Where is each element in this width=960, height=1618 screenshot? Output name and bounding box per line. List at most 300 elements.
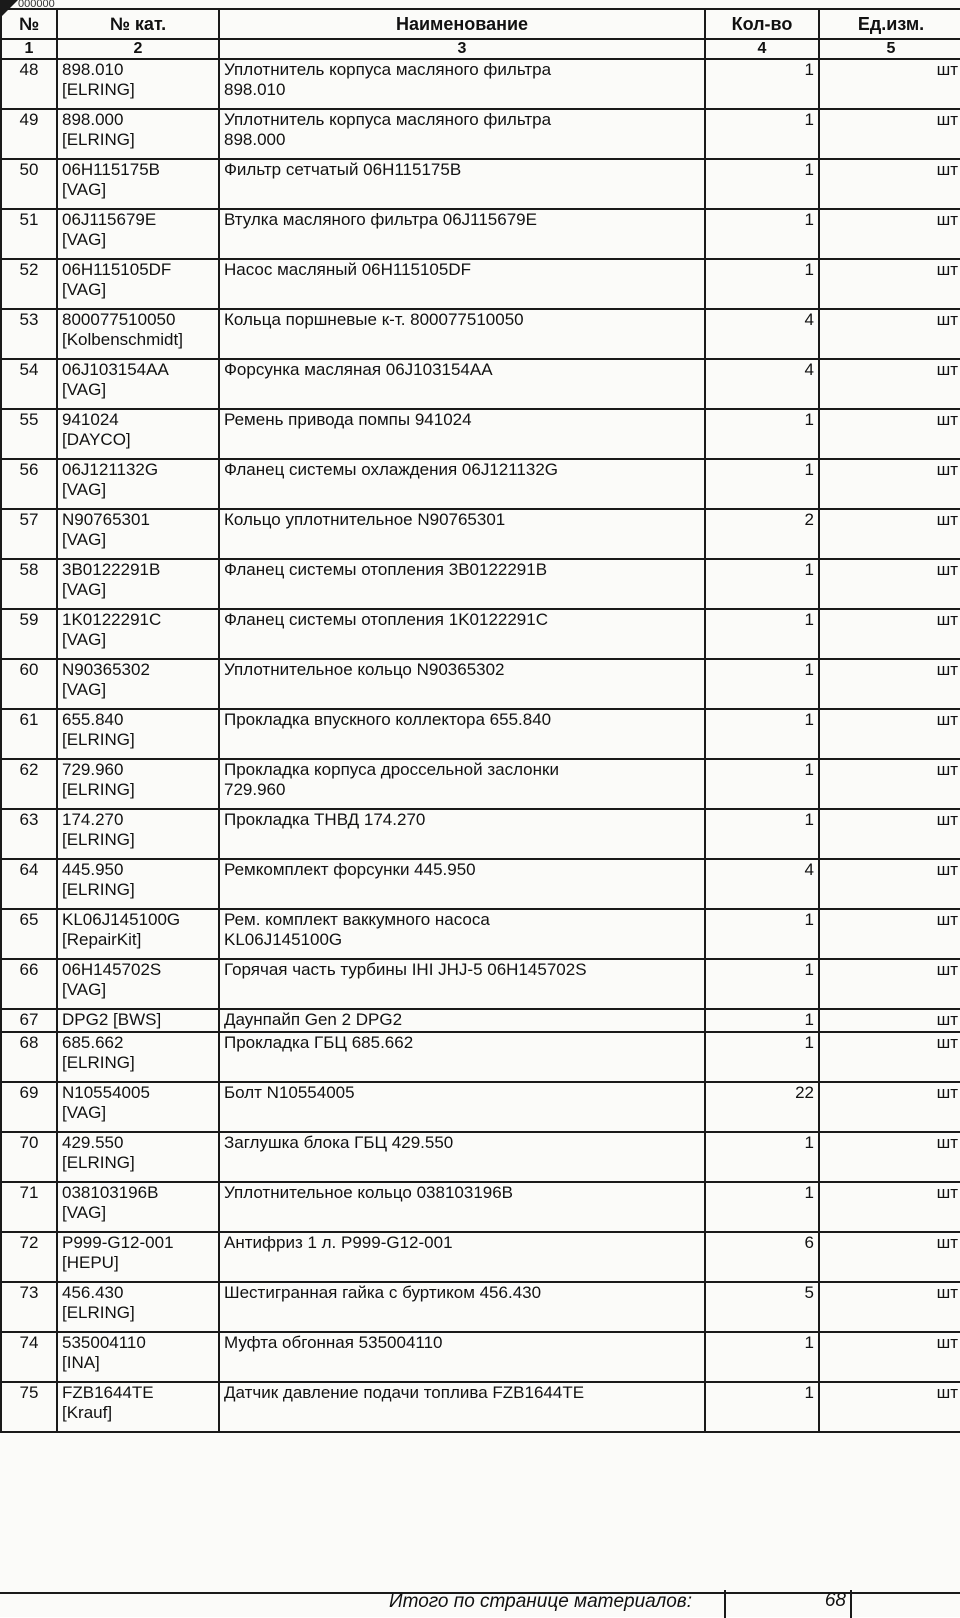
table-row bbox=[1, 709, 960, 759]
row-number-text: 55 bbox=[19, 410, 39, 429]
catalog-brand: [Kolbenschmidt] bbox=[62, 330, 183, 349]
quantity-cell bbox=[705, 859, 819, 909]
catalog-number-cell bbox=[57, 1382, 219, 1432]
quantity-cell bbox=[705, 1132, 819, 1182]
row-number bbox=[1, 909, 57, 959]
quantity-value: 1 bbox=[804, 160, 814, 179]
unit-value: шт bbox=[936, 1183, 958, 1202]
row-number bbox=[1, 159, 57, 209]
quantity-value: 1 bbox=[804, 560, 814, 579]
catalog-number: 06H115175B bbox=[62, 160, 160, 179]
catalog-number-cell bbox=[57, 759, 219, 809]
item-name-cell bbox=[219, 209, 705, 259]
table-row bbox=[1, 1132, 960, 1182]
row-number-text: 52 bbox=[19, 260, 39, 279]
row-number bbox=[1, 809, 57, 859]
quantity-value: 1 bbox=[804, 210, 814, 229]
table-row bbox=[1, 859, 960, 909]
table-row bbox=[1, 409, 960, 459]
quantity-value: 1 bbox=[804, 710, 814, 729]
unit-value: шт bbox=[936, 610, 958, 629]
unit-value: шт bbox=[936, 660, 958, 679]
unit-cell bbox=[819, 1382, 960, 1432]
item-name: Фланец системы отопления 1K0122291C bbox=[224, 610, 548, 629]
quantity-cell bbox=[705, 1082, 819, 1132]
item-name-cell bbox=[219, 859, 705, 909]
item-name: Даунпайп Gen 2 DPG2 bbox=[224, 1010, 403, 1029]
catalog-brand: [ELRING] bbox=[62, 880, 135, 899]
catalog-brand: [VAG] bbox=[62, 280, 107, 299]
catalog-brand: [RepairKit] bbox=[62, 930, 142, 949]
catalog-number-cell bbox=[57, 1282, 219, 1332]
unit-value: шт bbox=[936, 1083, 958, 1102]
item-name-cell bbox=[219, 1082, 705, 1132]
unit-value: шт bbox=[936, 1233, 958, 1252]
item-name: Прокладка ТНВД 174.270 bbox=[224, 810, 426, 829]
item-name-cell bbox=[219, 109, 705, 159]
row-number bbox=[1, 459, 57, 509]
row-number-text: 51 bbox=[19, 210, 39, 229]
quantity-value: 4 bbox=[804, 360, 814, 379]
row-number bbox=[1, 59, 57, 109]
catalog-number-cell bbox=[57, 659, 219, 709]
quantity-cell bbox=[705, 1009, 819, 1032]
item-name: Ремкомплект форсунки 445.950 bbox=[224, 860, 476, 879]
quantity-value: 6 bbox=[804, 1233, 814, 1252]
row-number-text: 75 bbox=[19, 1383, 39, 1402]
quantity-cell bbox=[705, 1182, 819, 1232]
quantity-value: 2 bbox=[804, 510, 814, 529]
quantity-value: 1 bbox=[804, 1333, 814, 1352]
catalog-brand: [DAYCO] bbox=[62, 430, 131, 449]
unit-value: шт bbox=[936, 310, 958, 329]
catalog-number-cell bbox=[57, 909, 219, 959]
unit-cell bbox=[819, 209, 960, 259]
quantity-value: 1 bbox=[804, 960, 814, 979]
item-name: Горячая часть турбины IHI JHJ-5 06H145702S bbox=[224, 960, 587, 979]
catalog-brand: [ELRING] bbox=[62, 780, 135, 799]
catalog-number-cell bbox=[57, 609, 219, 659]
top-note: 000000 bbox=[18, 0, 55, 10]
unit-value: шт bbox=[936, 360, 958, 379]
unit-value: шт bbox=[936, 410, 958, 429]
table-row bbox=[1, 609, 960, 659]
row-number-text: 61 bbox=[19, 710, 39, 729]
item-name-cell bbox=[219, 159, 705, 209]
table-row bbox=[1, 959, 960, 1009]
catalog-number-cell bbox=[57, 1009, 219, 1032]
item-name: Ремень привода помпы 941024 bbox=[224, 410, 472, 429]
row-number-text: 65 bbox=[19, 910, 39, 929]
quantity-value: 1 bbox=[804, 1183, 814, 1202]
item-name: Антифриз 1 л. P999-G12-001 bbox=[224, 1233, 453, 1252]
catalog-number-cell bbox=[57, 809, 219, 859]
catalog-number: N90365302 bbox=[62, 660, 150, 679]
quantity-cell bbox=[705, 459, 819, 509]
table-body bbox=[1, 59, 960, 1432]
quantity-value: 1 bbox=[804, 760, 814, 779]
table-row bbox=[1, 1332, 960, 1382]
item-name-cell bbox=[219, 559, 705, 609]
unit-cell bbox=[819, 509, 960, 559]
page-total-value: 68 bbox=[824, 1590, 846, 1611]
catalog-number: N10554005 bbox=[62, 1083, 150, 1102]
row-number-text: 64 bbox=[19, 860, 39, 879]
unit-cell bbox=[819, 809, 960, 859]
unit-cell bbox=[819, 559, 960, 609]
row-number-text: 50 bbox=[19, 160, 39, 179]
table-row bbox=[1, 1382, 960, 1432]
quantity-value: 1 bbox=[804, 410, 814, 429]
catalog-brand: [ELRING] bbox=[62, 1153, 135, 1172]
table-row bbox=[1, 459, 960, 509]
row-number-text: 60 bbox=[19, 660, 39, 679]
catalog-brand: [VAG] bbox=[62, 980, 107, 999]
quantity-value: 1 bbox=[804, 60, 814, 79]
catalog-number-cell bbox=[57, 1132, 219, 1182]
unit-cell bbox=[819, 359, 960, 409]
quantity-cell bbox=[705, 559, 819, 609]
row-number-text: 68 bbox=[19, 1033, 39, 1052]
column-index-4: 4 bbox=[705, 39, 819, 59]
item-name: Уплотнитель корпуса масляного фильтра bbox=[224, 110, 552, 129]
catalog-number: 3B0122291B bbox=[62, 560, 161, 579]
row-number bbox=[1, 1182, 57, 1232]
catalog-number: DPG2 [BWS] bbox=[62, 1010, 162, 1029]
row-number bbox=[1, 959, 57, 1009]
quantity-value: 1 bbox=[804, 460, 814, 479]
catalog-number-cell bbox=[57, 159, 219, 209]
unit-value: шт bbox=[936, 1133, 958, 1152]
item-name: Прокладка ГБЦ 685.662 bbox=[224, 1033, 414, 1052]
catalog-number-cell bbox=[57, 509, 219, 559]
row-number bbox=[1, 609, 57, 659]
row-number-text: 59 bbox=[19, 610, 39, 629]
catalog-number-cell bbox=[57, 709, 219, 759]
row-number bbox=[1, 309, 57, 359]
unit-value: шт bbox=[936, 210, 958, 229]
quantity-value: 1 bbox=[804, 260, 814, 279]
quantity-cell bbox=[705, 809, 819, 859]
column-index-1: 1 bbox=[1, 39, 57, 59]
catalog-brand: [INA] bbox=[62, 1353, 100, 1372]
quantity-cell bbox=[705, 509, 819, 559]
row-number-text: 57 bbox=[19, 510, 39, 529]
row-number-text: 49 bbox=[19, 110, 39, 129]
table-row bbox=[1, 1032, 960, 1082]
row-number bbox=[1, 1232, 57, 1282]
unit-cell bbox=[819, 959, 960, 1009]
row-number bbox=[1, 259, 57, 309]
unit-value: шт bbox=[936, 560, 958, 579]
row-number bbox=[1, 1382, 57, 1432]
catalog-brand: [Krauf] bbox=[62, 1403, 113, 1422]
catalog-brand: [ELRING] bbox=[62, 1053, 135, 1072]
catalog-number-cell bbox=[57, 359, 219, 409]
quantity-cell bbox=[705, 709, 819, 759]
unit-value: шт bbox=[936, 510, 958, 529]
quantity-value: 4 bbox=[804, 310, 814, 329]
catalog-number-cell bbox=[57, 459, 219, 509]
catalog-number: 941024 bbox=[62, 410, 119, 429]
catalog-number-cell bbox=[57, 109, 219, 159]
catalog-brand: [VAG] bbox=[62, 1103, 107, 1122]
quantity-value: 1 bbox=[804, 110, 814, 129]
row-number-text: 67 bbox=[19, 1010, 39, 1029]
item-name-cell bbox=[219, 1009, 705, 1032]
catalog-number: 06H145702S bbox=[62, 960, 162, 979]
quantity-cell bbox=[705, 909, 819, 959]
table-row bbox=[1, 559, 960, 609]
table-row bbox=[1, 159, 960, 209]
row-number bbox=[1, 709, 57, 759]
catalog-number: 898.010 bbox=[62, 60, 124, 79]
quantity-cell bbox=[705, 59, 819, 109]
unit-cell bbox=[819, 1232, 960, 1282]
item-name-cell bbox=[219, 1182, 705, 1232]
item-name: Уплотнительное кольцо 038103196B bbox=[224, 1183, 514, 1202]
item-name-continued: KL06J145100G bbox=[224, 930, 343, 949]
column-index-3: 3 bbox=[219, 39, 705, 59]
catalog-number: 06J121132G bbox=[62, 460, 159, 479]
unit-cell bbox=[819, 1132, 960, 1182]
quantity-cell bbox=[705, 609, 819, 659]
materials-table bbox=[0, 8, 960, 1433]
table-row bbox=[1, 109, 960, 159]
quantity-cell bbox=[705, 109, 819, 159]
row-number bbox=[1, 559, 57, 609]
unit-value: шт bbox=[936, 1010, 958, 1029]
quantity-cell bbox=[705, 1332, 819, 1382]
unit-value: шт bbox=[936, 110, 958, 129]
catalog-number: KL06J145100G bbox=[62, 910, 181, 929]
item-name-cell bbox=[219, 459, 705, 509]
catalog-number: 174.270 bbox=[62, 810, 124, 829]
catalog-number-cell bbox=[57, 259, 219, 309]
header-catalog-number: № кат. bbox=[57, 9, 219, 39]
quantity-cell bbox=[705, 1282, 819, 1332]
item-name-cell bbox=[219, 609, 705, 659]
quantity-cell bbox=[705, 209, 819, 259]
row-number-text: 73 bbox=[19, 1283, 39, 1302]
unit-cell bbox=[819, 59, 960, 109]
item-name: Прокладка корпуса дроссельной заслонки bbox=[224, 760, 559, 779]
item-name-cell bbox=[219, 509, 705, 559]
quantity-cell bbox=[705, 159, 819, 209]
row-number bbox=[1, 409, 57, 459]
item-name-cell bbox=[219, 659, 705, 709]
item-name: Уплотнительное кольцо N90365302 bbox=[224, 660, 505, 679]
unit-cell bbox=[819, 1282, 960, 1332]
unit-cell bbox=[819, 709, 960, 759]
catalog-brand: [VAG] bbox=[62, 380, 107, 399]
catalog-brand: [VAG] bbox=[62, 180, 107, 199]
item-name-cell bbox=[219, 1282, 705, 1332]
unit-cell bbox=[819, 1032, 960, 1082]
quantity-cell bbox=[705, 259, 819, 309]
catalog-number-cell bbox=[57, 1032, 219, 1082]
table-row bbox=[1, 1082, 960, 1132]
item-name-cell bbox=[219, 809, 705, 859]
item-name-cell bbox=[219, 1232, 705, 1282]
unit-cell bbox=[819, 1009, 960, 1032]
item-name: Муфта обгонная 535004110 bbox=[224, 1333, 443, 1352]
table-row bbox=[1, 359, 960, 409]
catalog-brand: [ELRING] bbox=[62, 130, 135, 149]
catalog-brand: [VAG] bbox=[62, 1203, 107, 1222]
table-row bbox=[1, 809, 960, 859]
row-number-text: 48 bbox=[19, 60, 39, 79]
table-row bbox=[1, 209, 960, 259]
catalog-number: 06J103154AA bbox=[62, 360, 169, 379]
item-name-cell bbox=[219, 709, 705, 759]
catalog-number: 535004110 bbox=[62, 1333, 146, 1352]
row-number-text: 58 bbox=[19, 560, 39, 579]
row-number-text: 71 bbox=[19, 1183, 39, 1202]
row-number-text: 70 bbox=[19, 1133, 39, 1152]
item-name-cell bbox=[219, 1332, 705, 1382]
item-name-cell bbox=[219, 1382, 705, 1432]
item-name-continued: 729.960 bbox=[224, 780, 286, 799]
unit-cell bbox=[819, 259, 960, 309]
unit-cell bbox=[819, 859, 960, 909]
catalog-number-cell bbox=[57, 59, 219, 109]
header-name: Наименование bbox=[219, 9, 705, 39]
quantity-value: 1 bbox=[804, 1133, 814, 1152]
unit-value: шт bbox=[936, 960, 958, 979]
catalog-number: 429.550 bbox=[62, 1133, 124, 1152]
row-number-text: 74 bbox=[19, 1333, 39, 1352]
catalog-number: 655.840 bbox=[62, 710, 124, 729]
catalog-number: 445.950 bbox=[62, 860, 124, 879]
table-row bbox=[1, 1232, 960, 1282]
table-column-index-row bbox=[1, 39, 960, 59]
unit-cell bbox=[819, 759, 960, 809]
item-name-cell bbox=[219, 59, 705, 109]
table-header-row bbox=[1, 9, 960, 39]
row-number-text: 53 bbox=[19, 310, 39, 329]
quantity-cell bbox=[705, 409, 819, 459]
quantity-value: 1 bbox=[804, 1383, 814, 1402]
catalog-number: 898.000 bbox=[62, 110, 124, 129]
unit-value: шт bbox=[936, 1333, 958, 1352]
unit-value: шт bbox=[936, 860, 958, 879]
item-name-cell bbox=[219, 409, 705, 459]
item-name: Кольца поршневые к-т. 800077510050 bbox=[224, 310, 524, 329]
quantity-value: 1 bbox=[804, 1010, 814, 1029]
item-name-continued: 898.000 bbox=[224, 130, 286, 149]
quantity-value: 1 bbox=[804, 910, 814, 929]
quantity-cell bbox=[705, 1382, 819, 1432]
unit-cell bbox=[819, 109, 960, 159]
catalog-number: 1K0122291C bbox=[62, 610, 162, 629]
quantity-value: 22 bbox=[795, 1083, 814, 1102]
item-name-cell bbox=[219, 959, 705, 1009]
unit-cell bbox=[819, 409, 960, 459]
unit-value: шт bbox=[936, 1033, 958, 1052]
item-name: Рем. комплект ваккумного насоса bbox=[224, 910, 490, 929]
unit-cell bbox=[819, 1082, 960, 1132]
item-name-cell bbox=[219, 359, 705, 409]
unit-value: шт bbox=[936, 1383, 958, 1402]
row-number bbox=[1, 1009, 57, 1032]
row-number bbox=[1, 1082, 57, 1132]
catalog-number: 038103196B bbox=[62, 1183, 159, 1202]
item-name: Уплотнитель корпуса масляного фильтра bbox=[224, 60, 552, 79]
unit-value: шт bbox=[936, 260, 958, 279]
catalog-brand: [VAG] bbox=[62, 630, 107, 649]
row-number-text: 56 bbox=[19, 460, 39, 479]
unit-value: шт bbox=[936, 160, 958, 179]
quantity-cell bbox=[705, 759, 819, 809]
catalog-brand: [VAG] bbox=[62, 530, 107, 549]
row-number-text: 54 bbox=[19, 360, 39, 379]
item-name: Прокладка впускного коллектора 655.840 bbox=[224, 710, 552, 729]
catalog-number: FZB1644TE bbox=[62, 1383, 154, 1402]
quantity-value: 1 bbox=[804, 610, 814, 629]
table-row bbox=[1, 509, 960, 559]
table-row bbox=[1, 259, 960, 309]
header-unit: Ед.изм. bbox=[819, 9, 960, 39]
catalog-brand: [VAG] bbox=[62, 480, 107, 499]
unit-cell bbox=[819, 459, 960, 509]
row-number-text: 62 bbox=[19, 760, 39, 779]
catalog-brand: [HEPU] bbox=[62, 1253, 119, 1272]
table-row bbox=[1, 59, 960, 109]
table-row bbox=[1, 1182, 960, 1232]
catalog-number: 06H115105DF bbox=[62, 260, 172, 279]
catalog-brand: [VAG] bbox=[62, 230, 107, 249]
catalog-number: 800077510050 bbox=[62, 310, 176, 329]
catalog-number: N90765301 bbox=[62, 510, 150, 529]
item-name-cell bbox=[219, 1032, 705, 1082]
quantity-value: 1 bbox=[804, 1033, 814, 1052]
catalog-number-cell bbox=[57, 309, 219, 359]
catalog-number-cell bbox=[57, 1232, 219, 1282]
row-number bbox=[1, 1282, 57, 1332]
unit-value: шт bbox=[936, 1283, 958, 1302]
unit-cell bbox=[819, 159, 960, 209]
catalog-brand: [ELRING] bbox=[62, 1303, 135, 1322]
table-row bbox=[1, 309, 960, 359]
quantity-value: 5 bbox=[804, 1283, 814, 1302]
row-number bbox=[1, 109, 57, 159]
row-number bbox=[1, 1032, 57, 1082]
page-total-label: Итого по странице материалов: bbox=[388, 1591, 692, 1612]
quantity-cell bbox=[705, 1232, 819, 1282]
row-number bbox=[1, 859, 57, 909]
item-name: Шестигранная гайка с буртиком 456.430 bbox=[224, 1283, 542, 1302]
table-row bbox=[1, 759, 960, 809]
column-index-2: 2 bbox=[57, 39, 219, 59]
unit-value: шт bbox=[936, 910, 958, 929]
item-name: Болт N10554005 bbox=[224, 1083, 355, 1102]
unit-cell bbox=[819, 609, 960, 659]
catalog-brand: [ELRING] bbox=[62, 830, 135, 849]
item-name-cell bbox=[219, 259, 705, 309]
row-number bbox=[1, 359, 57, 409]
quantity-value: 4 bbox=[804, 860, 814, 879]
row-number-text: 63 bbox=[19, 810, 39, 829]
unit-cell bbox=[819, 309, 960, 359]
row-number-text: 66 bbox=[19, 960, 39, 979]
header-quantity: Кол-во bbox=[705, 9, 819, 39]
unit-value: шт bbox=[936, 810, 958, 829]
catalog-brand: [ELRING] bbox=[62, 730, 135, 749]
catalog-number-cell bbox=[57, 1332, 219, 1382]
table-row bbox=[1, 1009, 960, 1032]
quantity-cell bbox=[705, 659, 819, 709]
